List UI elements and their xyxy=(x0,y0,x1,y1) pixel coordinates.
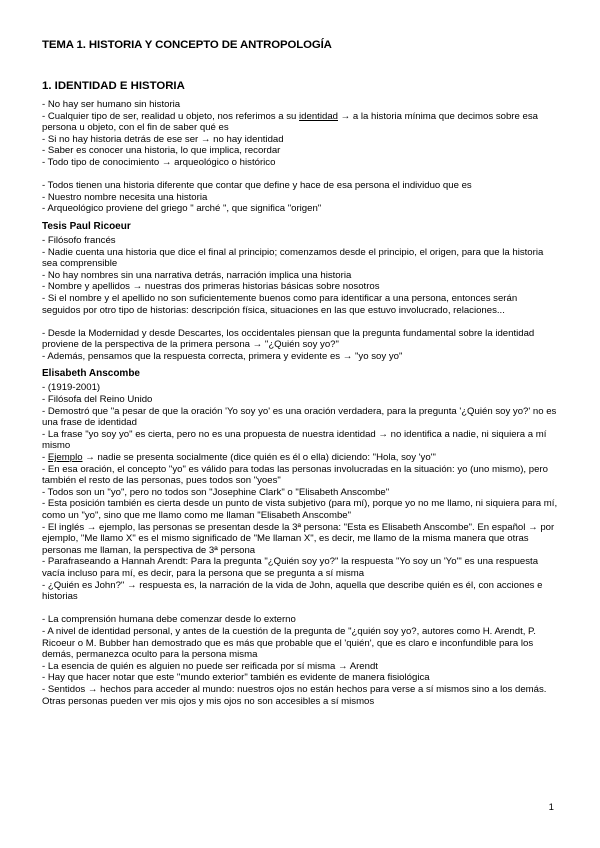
paragraph: - No hay ser humano sin historia xyxy=(42,99,181,110)
paragraph xyxy=(42,452,558,464)
paragraph xyxy=(42,111,558,134)
paragraph: - Todo tipo de conocimiento → arqueológico o histórico xyxy=(42,156,276,168)
paragraph: - Nombre y apellidos → nuestras dos primeras historias básicas sobre nosotros xyxy=(42,281,380,293)
subsection-heading: Tesis Paul Ricoeur xyxy=(42,220,131,232)
paragraph: - Parafraseando a Hannah Arendt: Para la pregunta "¿Quién soy yo?" la respuesta "Yo soy un 'Yo'" es una respuesta vacía incluso para mí, es decir, para la persona que se pregunta a sí misma xyxy=(42,556,539,579)
text-run: - xyxy=(42,452,48,464)
text-run: - Cualquier tipo de ser, realidad u objeto, nos referimos a su xyxy=(42,110,300,122)
paragraph: - Sentidos → hechos para acceder al mundo: nuestros ojos no están hechos para verse a sí mismos sino a los demás. Otras personas pueden ver mis ojos y mis ojos no son accesibles a sí mismos xyxy=(42,683,547,707)
document-title: TEMA 1. HISTORIA Y CONCEPTO DE ANTROPOLOGÍA xyxy=(42,39,332,51)
paragraph: - La frase "yo soy yo" es cierta, pero no es una propuesta de nuestra identidad → no identifica a nadie, ni siquiera a mí mismo xyxy=(42,428,547,452)
paragraph: - Saber es conocer una historia, lo que implica, recordar xyxy=(42,145,281,157)
paragraph: - Esta posición también es cierta desde un punto de vista subjetivo (para mí), porque yo no me llamo, ni siquiera para mí, como un "yo", sino que me llamo como me llaman "Elisabeth Anscombe" xyxy=(42,498,558,521)
paragraph: - En esa oración, el concepto "yo" es válido para todas las personas involucradas en la situación: yo (uno mismo), pero también el resto de las personas, pues todos son "yoes" xyxy=(42,463,548,487)
paragraph: - Nadie cuenta una historia que dice el final al principio; comenzamos desde el principio, el origen, para que la historia sea comprensible xyxy=(42,246,544,270)
spacer xyxy=(42,316,558,328)
spacer xyxy=(42,169,558,181)
text-run: → nadie se presenta socialmente (dice quién es él o ella) diciendo: "Hola, soy 'yo'" xyxy=(82,452,436,464)
paragraph: - Desde la Modernidad y desde Descartes, los occidentales piensan que la pregunta fundamental sobre la identidad proviene de la perspectiva de la primera persona → "¿Quién soy yo?" xyxy=(42,327,535,351)
paragraph: - La comprensión humana debe comenzar desde lo externo xyxy=(42,614,296,626)
spacer xyxy=(42,603,558,615)
paragraph: - ¿Quién es John?" → respuesta es, la narración de la vida de John, aquella que describe quién es él, con acciones e historias xyxy=(42,579,543,603)
paragraph: - Si el nombre y el apellido no son suficientemente buenos como para identificar a una persona, entonces serán seguidos por otro tipo de historias: descripción física, situaciones en las que estuvo involucrado, relaciones... xyxy=(42,292,518,316)
paragraph: - Además, pensamos que la respuesta correcta, primera y evidente es → "yo soy yo" xyxy=(42,350,403,362)
paragraph: - El inglés → ejemplo, las personas se presentan desde la 3ª persona: "Esta es Elisabeth Anscombe". En español → por ejemplo, "Me llamo X" es el mismo significado de "Me llaman X", es decir, me llamo de la misma manera que otras personas me llaman, la perspectiva de 3ª persona xyxy=(42,521,555,556)
underlined-term: identidad xyxy=(299,110,338,122)
text-run: → a la historia mínima que decimos sobre esa persona u objeto, con el fin de saber qué es xyxy=(42,110,538,134)
paragraph: - Hay que hacer notar que este "mundo exterior" también es evidente de manera fisiológica xyxy=(42,672,430,684)
paragraph: - Demostró que "a pesar de que la oración 'Yo soy yo' es una oración verdadera, para la pregunta '¿Quién soy yo?' no es una frase de identidad xyxy=(42,405,557,429)
paragraph: - La esencia de quién es alguien no puede ser reificada por sí misma → Arendt xyxy=(42,660,378,672)
paragraph: - Todos tienen una historia diferente que contar que define y hace de esa persona el individuo que es xyxy=(42,180,472,192)
paragraph: - (1919-2001) xyxy=(42,382,101,394)
section-title: 1. IDENTIDAD E HISTORIA xyxy=(42,80,185,92)
page-number: 1 xyxy=(548,802,554,813)
paragraph: - Arqueológico proviene del griego " arché ", que significa "origen" xyxy=(42,203,322,215)
paragraph: - Nuestro nombre necesita una historia xyxy=(42,191,208,203)
document-body xyxy=(42,99,558,707)
paragraph: - Filósofo francés xyxy=(42,234,116,246)
paragraph: - Si no hay historia detrás de ese ser → no hay identidad xyxy=(42,133,284,145)
underlined-term: Ejemplo xyxy=(47,452,83,464)
paragraph: - No hay nombres sin una narrativa detrás, narración implica una historia xyxy=(42,269,352,281)
paragraph: - Filósofa del Reino Unido xyxy=(42,394,153,406)
subsection-heading: Elisabeth Anscombe xyxy=(42,368,140,380)
paragraph: - A nivel de identidad personal, y antes de la cuestión de la pregunta de "¿quién soy yo?, autores como H. Arendt, P. Ricoeur o M. Bubber han demostrado que es más que probable que el 'quién', que es claro e inconfundible para los demás, permanezca oculto para la persona misma xyxy=(42,625,536,661)
paragraph: - Todos son un "yo", pero no todos son "Josephine Clark" o "Elisabeth Anscombe" xyxy=(42,486,390,498)
